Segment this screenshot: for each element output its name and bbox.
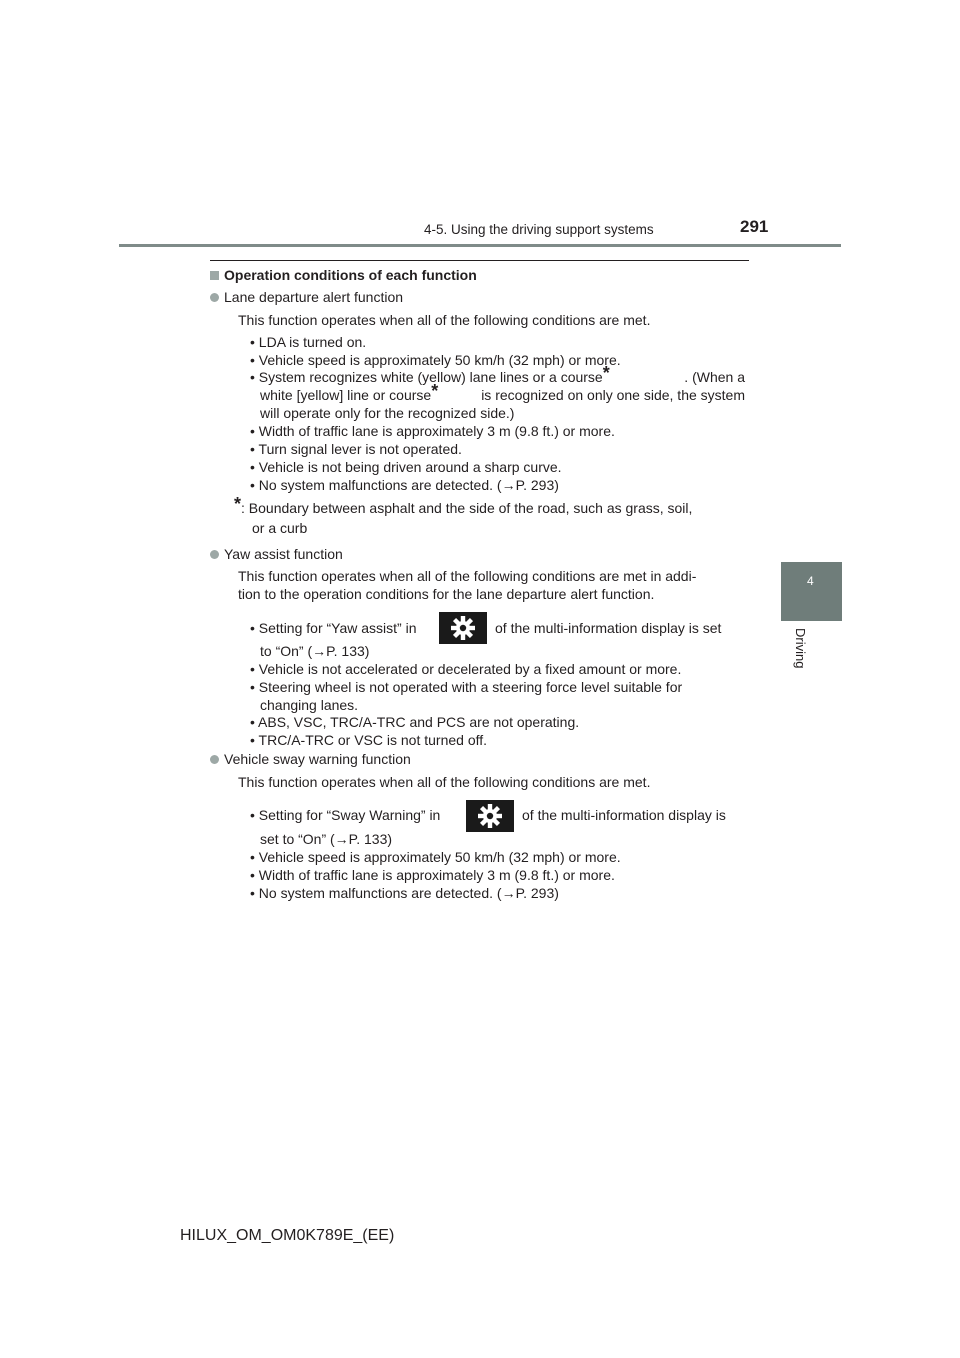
sway-intro: This function operates when all of the following conditions are met. — [238, 774, 651, 790]
gear-icon — [439, 612, 487, 644]
yaw-condition: of the multi-information display is set — [495, 620, 722, 636]
yaw-intro: tion to the operation conditions for the lane departure alert function. — [238, 586, 655, 602]
sway-condition: • No system malfunctions are detected. (→P. 293) — [250, 885, 559, 901]
circle-bullet-icon — [210, 293, 219, 302]
asterisk-mark: * — [602, 363, 610, 383]
lda-condition: • Turn signal lever is not operated. — [250, 441, 462, 457]
chapter-label: Driving — [793, 628, 808, 669]
lda-condition: • No system malfunctions are detected. (→P. 293) — [250, 477, 559, 493]
lda-condition: • Vehicle is not being driven around a sharp curve. — [250, 459, 562, 475]
document-code: HILUX_OM_OM0K789E_(EE) — [180, 1227, 395, 1244]
sway-condition-cont: set to “On” (→P. 133) — [260, 831, 393, 847]
header-divider — [119, 244, 841, 247]
yaw-condition: • ABS, VSC, TRC/A-TRC and PCS are not operating. — [250, 714, 580, 730]
lda-title: Lane departure alert function — [210, 288, 403, 306]
sway-condition: of the multi-information display is — [522, 807, 726, 823]
lda-condition: • LDA is turned on. — [250, 334, 367, 350]
sway-condition: • Width of traffic lane is approximately 3 m (9.8 ft.) or more. — [250, 867, 615, 883]
sway-title: Vehicle sway warning function — [210, 750, 411, 768]
yaw-title: Yaw assist function — [210, 545, 343, 563]
yaw-intro: This function operates when all of the following conditions are met in addi- — [238, 568, 697, 584]
sway-condition: • Vehicle speed is approximately 50 km/h (32 mph) or more. — [250, 849, 621, 865]
circle-bullet-icon — [210, 550, 219, 559]
header-section-title: 4-5. Using the driving support systems — [424, 222, 654, 237]
yaw-condition-cont: to “On” (→P. 133) — [260, 643, 370, 659]
chapter-tab — [781, 562, 842, 621]
sway-condition: • Setting for “Sway Warning” in — [250, 807, 441, 823]
yaw-condition: • Vehicle is not accelerated or decelerated by a fixed amount or more. — [250, 661, 682, 677]
yaw-condition: • Steering wheel is not operated with a steering force level suitable for — [250, 679, 683, 695]
asterisk-mark: * — [234, 494, 242, 514]
yaw-condition: • TRC/A-TRC or VSC is not turned off. — [250, 732, 488, 748]
footnote-cont: or a curb — [252, 520, 308, 536]
footnote: *: Boundary between asphalt and the side of the road, such as grass, soil, — [234, 494, 693, 516]
lda-condition-cont: will operate only for the recognized side.) — [260, 405, 515, 421]
chapter-number: 4 — [807, 574, 814, 588]
page-number: 291 — [740, 217, 769, 236]
lda-condition-cont: white [yellow] line or course* is recognized on only one side, the system — [260, 381, 745, 403]
section-heading: Operation conditions of each function — [210, 266, 477, 284]
gear-icon — [466, 800, 514, 832]
yaw-condition: • Setting for “Yaw assist” in — [250, 620, 417, 636]
section-divider — [210, 260, 749, 261]
yaw-condition-cont: changing lanes. — [260, 697, 359, 713]
lda-condition: • Vehicle speed is approximately 50 km/h (32 mph) or more. — [250, 352, 621, 368]
asterisk-mark: * — [431, 381, 439, 401]
lda-condition: • Width of traffic lane is approximately 3 m (9.8 ft.) or more. — [250, 423, 615, 439]
square-bullet-icon — [210, 271, 219, 280]
lda-intro: This function operates when all of the following conditions are met. — [238, 312, 651, 328]
chapter-label-container — [792, 628, 808, 688]
circle-bullet-icon — [210, 755, 219, 764]
lda-condition: • System recognizes white (yellow) lane lines or a course* . (When a — [250, 363, 745, 385]
